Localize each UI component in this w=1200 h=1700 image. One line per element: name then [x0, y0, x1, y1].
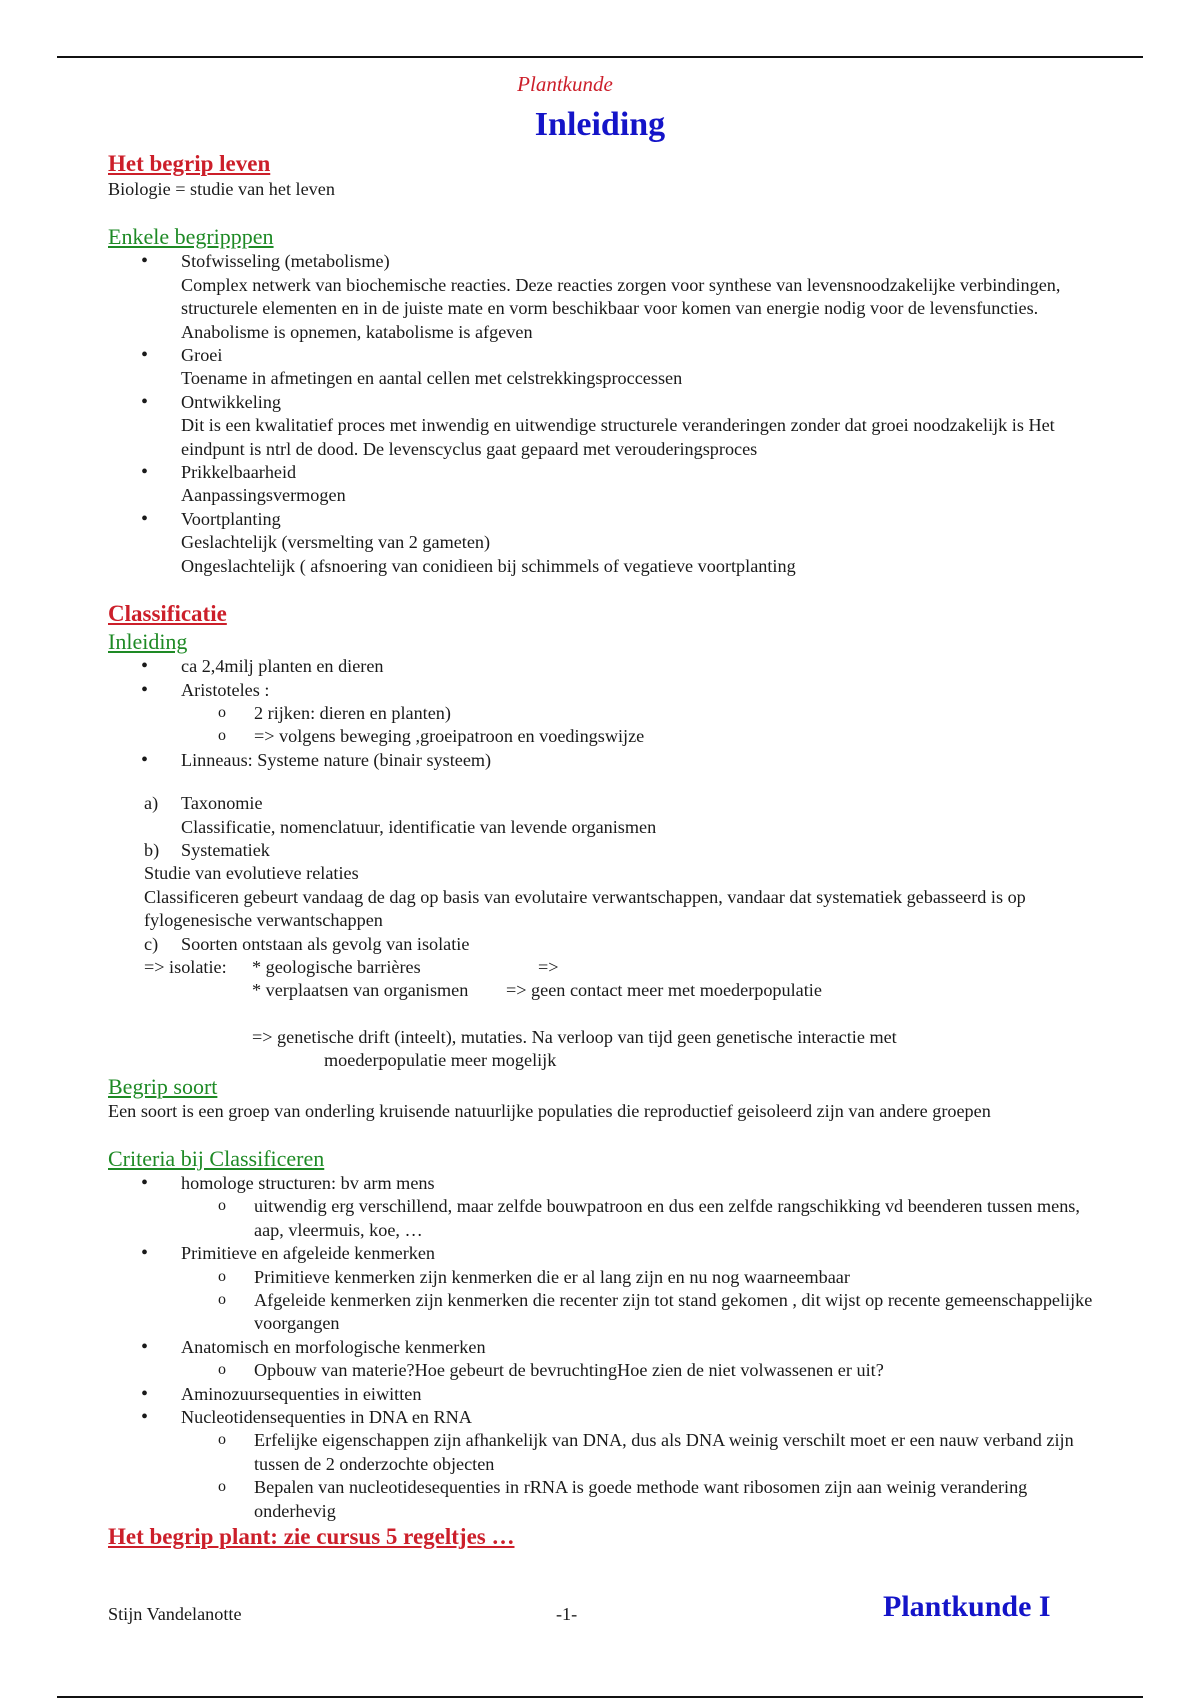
- heading-classificatie: Classificatie: [108, 601, 227, 627]
- isolatie-title: Soorten ontstaan als gevolg van isolatie: [181, 933, 470, 954]
- list-item: [108, 1406, 1108, 1523]
- list-item: [108, 1336, 1108, 1383]
- heading-begrip-leven: Het begrip leven: [108, 151, 271, 176]
- term: • Groei: [181, 345, 223, 366]
- isolatie-item: * verplaatsen van organismen: [252, 980, 469, 1001]
- letter-a: a): [144, 793, 159, 814]
- isolatie-drift: => genetische drift (inteelt), mutaties. Na verloop van tijd geen genetische interactie met: [252, 1026, 897, 1047]
- list-item: [108, 508, 1108, 578]
- isolatie-drift-cont: moederpopulatie meer mogelijk: [324, 1050, 557, 1071]
- list-item: [108, 391, 1108, 461]
- taxonomie-title: Taxonomie: [181, 793, 263, 814]
- term-description: Aanpassingsvermogen: [181, 485, 346, 506]
- term: • Voortplanting: [181, 508, 281, 529]
- aristoteles-sublist: [181, 702, 1108, 749]
- footer-author: Stijn Vandelanotte: [108, 1604, 242, 1624]
- document-body: [108, 150, 1108, 1551]
- sub-item: o 2 rijken: dieren en planten): [181, 702, 1108, 725]
- sub-item: o Afgeleide kenmerken zijn kenmerken die recenter zijn tot stand gekomen , dit wijst op recente gemeenschappelijke voorgangen: [181, 1289, 1108, 1336]
- term-description: Geslachtelijk (versmelting van 2 gameten): [181, 532, 491, 553]
- list-item: [108, 1172, 1108, 1242]
- criterium: • Anatomisch en morfologische kenmerken: [181, 1336, 486, 1357]
- list-item: [108, 461, 1108, 508]
- begrippen-list: [108, 250, 1108, 578]
- classificatie-list: [108, 655, 1108, 772]
- heading-enkele-begrippen: Enkele begripppen: [108, 224, 274, 250]
- term: • Prikkelbaarheid: [181, 462, 297, 483]
- criterium-sublist: [181, 1359, 1108, 1382]
- biologie-line: Biologie = studie van het leven: [108, 179, 335, 199]
- isolatie-row-4: [108, 1049, 1108, 1072]
- term-description: Dit is een kwalitatief proces met inwendig en uitwendige structurele veranderingen zonder dat groei noodzakelijk is Het eindpunt is ntrl de dood. De levenscyclus gaat gepaard met verouderingsproces: [181, 415, 1055, 459]
- term-description: Ongeslachtelijk ( afsnoering van conidieen bij schimmels of vegatieve voortplanting: [181, 555, 796, 576]
- item-c: [108, 933, 1108, 956]
- letter-c: c): [144, 933, 159, 954]
- term-description: Toename in afmetingen en aantal cellen met celstrekkingsproccessen: [181, 368, 683, 389]
- sub-item: o Opbouw van materie?Hoe gebeurt de bevruchtingHoe zien de niet volwassenen er uit?: [181, 1359, 1108, 1382]
- systematiek-text-1: Studie van evolutieve relaties: [144, 863, 359, 884]
- isolatie-result: => geen contact meer met moederpopulatie: [506, 980, 822, 1001]
- sub-item: o Erfelijke eigenschappen zijn afhankelijk van DNA, dus als DNA weinig verschilt moet er een nauw verband zijn tussen de 2 onderzochte objecten: [181, 1429, 1108, 1476]
- isolatie-item: * geologische barrières: [252, 956, 421, 977]
- heading-begrip-soort: Begrip soort: [108, 1073, 218, 1099]
- list-item: [108, 1242, 1108, 1336]
- criterium-sublist: [181, 1266, 1108, 1336]
- list-item: [108, 1383, 1108, 1406]
- criterium-sublist: [181, 1195, 1108, 1242]
- taxonomie-text: Classificatie, nomenclatuur, identificatie van levende organismen: [181, 816, 657, 837]
- list-item: [108, 344, 1108, 391]
- criterium: • homologe structuren: bv arm mens: [181, 1172, 435, 1193]
- list-item: [108, 250, 1108, 344]
- soort-definition: Een soort is een groep van onderling kruisende natuurlijke populaties die reproductief geisoleerd zijn van andere groepen: [108, 1100, 991, 1121]
- item-b: [108, 839, 1108, 862]
- list-item: • Linneaus: Systeme nature (binair systeem): [108, 749, 1108, 772]
- sub-item: o Primitieve kenmerken zijn kenmerken die er al lang zijn en nu nog waarneembaar: [181, 1266, 1108, 1289]
- isolatie-arrow: =>: [538, 956, 559, 977]
- list-item: [108, 679, 1108, 749]
- footer-brand: Plantkunde I: [883, 1590, 1051, 1623]
- top-rule: [57, 56, 1143, 58]
- sub-item: o uitwendig erg verschillend, maar zelfde bouwpatroon en dus een zelfde rangschikking vd beenderen tussen mens, aap, vleermuis, koe, …: [181, 1195, 1108, 1242]
- isolatie-label: => isolatie:: [144, 956, 227, 977]
- sub-item: o => volgens beweging ,groeipatroon en voedingswijze: [181, 725, 1108, 748]
- running-head: Plantkunde: [517, 72, 613, 96]
- systematiek-text-2: Classificeren gebeurt vandaag de dag op basis van evolutaire verwantschappen, vandaar dat systematiek gebasseerd is op fylogenesische verwantschappen: [144, 886, 1026, 931]
- isolatie-row-2: [108, 979, 1108, 1002]
- term: • Ontwikkeling: [181, 391, 282, 412]
- sub-item: o Bepalen van nucleotidesequenties in rRNA is goede methode want ribosomen zijn aan weinig verandering onderhevig: [181, 1476, 1108, 1523]
- letter-b: b): [144, 839, 160, 860]
- systematiek-title: Systematiek: [181, 839, 270, 860]
- criteria-list: [108, 1172, 1108, 1523]
- page-number: -1-: [556, 1604, 578, 1624]
- criterium: • Aminozuursequenties in eiwitten: [181, 1383, 422, 1404]
- page-title: Inleiding: [534, 106, 666, 143]
- heading-begrip-plant: Het begrip plant: zie cursus 5 regeltjes …: [108, 1524, 515, 1550]
- aristoteles-label: • Aristoteles :: [181, 679, 270, 700]
- heading-criteria: Criteria bij Classificeren: [108, 1145, 325, 1171]
- criterium: • Primitieve en afgeleide kenmerken: [181, 1243, 436, 1264]
- term-description: Complex netwerk van biochemische reacties. Deze reacties zorgen voor synthese van levensnoodzakelijke verbindingen, structurele elementen en in de juiste mate en vorm beschikbaar voor komen van energie nodig voor de levensfuncties. Anabolisme is opnemen, katabolisme is afgeven: [181, 274, 1061, 342]
- isolatie-row-1: [108, 956, 1108, 979]
- heading-inleiding: Inleiding: [108, 629, 188, 655]
- term: • Stofwisseling (metabolisme): [181, 251, 390, 272]
- criterium: • Nucleotidensequenties in DNA en RNA: [181, 1407, 472, 1427]
- bottom-rule: [57, 1696, 1143, 1698]
- isolatie-row-3: [108, 1026, 1108, 1049]
- item-a: [108, 792, 1108, 839]
- list-item: • ca 2,4milj planten en dieren: [108, 655, 1108, 678]
- criterium-sublist: [181, 1429, 1108, 1523]
